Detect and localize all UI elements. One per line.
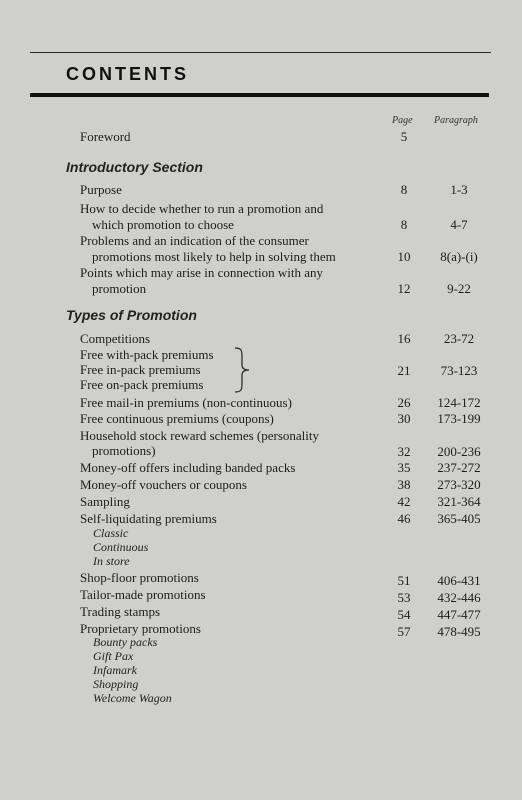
toc-entry-title: Points which may arise in connection with any xyxy=(80,265,323,280)
toc-entry-title: Tailor-made promotions xyxy=(80,587,206,602)
toc-entry-title-cont: promotions) xyxy=(92,443,156,458)
toc-entry-paragraph: 321-364 xyxy=(437,494,481,509)
toc-entry-paragraph: 173-199 xyxy=(437,411,481,426)
toc-entry-title-cont: promotion xyxy=(92,281,147,296)
toc-entry-title: How to decide whether to run a promotion and xyxy=(80,201,324,216)
toc-entry-page: 30 xyxy=(397,411,411,426)
toc-entry-page: 16 xyxy=(397,331,411,346)
toc-entry-title: Money-off offers including banded packs xyxy=(80,460,296,475)
toc-entry-title: Free mail-in premiums (non-continuous) xyxy=(80,395,292,410)
toc-entry-title: Household stock reward schemes (personality xyxy=(80,428,319,443)
toc-entry-title-cont: promotions most likely to help in solving them xyxy=(92,249,336,264)
toc-entry-title: Free continuous premiums (coupons) xyxy=(80,411,274,426)
sub-entry: Continuous xyxy=(93,540,149,554)
toc-entry-title: Free with-pack premiums xyxy=(80,347,214,362)
toc-entry-page: 10 xyxy=(397,249,411,264)
section-heading-introductory: Introductory Section xyxy=(66,159,203,175)
toc-entry-paragraph: 406-431 xyxy=(437,573,481,588)
top-rule xyxy=(30,52,491,53)
column-header-paragraph: Paragraph xyxy=(434,115,478,126)
toc-entry-title: Free on-pack premiums xyxy=(80,377,204,392)
toc-entry-paragraph: 478-495 xyxy=(437,624,481,639)
toc-entry-title: Self-liquidating premiums xyxy=(80,511,217,526)
toc-entry-paragraph: 73-123 xyxy=(440,363,478,378)
sub-entry: Classic xyxy=(93,526,129,540)
sub-entry: Shopping xyxy=(93,677,139,691)
sub-entry: In store xyxy=(93,554,130,568)
sub-entry: Welcome Wagon xyxy=(93,691,172,705)
toc-entry-title: Proprietary promotions xyxy=(80,621,201,636)
toc-entry-page: 42 xyxy=(397,494,411,509)
toc-entry-page: 8 xyxy=(400,217,408,232)
toc-entry-page: 26 xyxy=(397,395,411,410)
toc-entry-title: Competitions xyxy=(80,331,151,346)
toc-entry-page: 32 xyxy=(397,444,411,459)
toc-entry-page: 5 xyxy=(400,129,408,144)
toc-entry-paragraph: 23-72 xyxy=(443,331,475,346)
toc-entry-title: Foreword xyxy=(80,129,131,144)
toc-entry-page: 57 xyxy=(397,624,411,639)
page-title: CONTENTS xyxy=(66,64,189,84)
toc-entry-paragraph: 9-22 xyxy=(447,281,471,296)
toc-entry-paragraph: 432-446 xyxy=(437,590,481,605)
title-underline xyxy=(30,93,489,97)
toc-entry-title: Money-off vouchers or coupons xyxy=(80,477,247,492)
toc-entry-paragraph: 447-477 xyxy=(437,607,481,622)
toc-entry-page: 51 xyxy=(397,573,411,588)
toc-entry-page: 21 xyxy=(397,363,411,378)
toc-entry-paragraph: 365-405 xyxy=(437,511,481,526)
sub-entry: Bounty packs xyxy=(93,635,158,649)
toc-entry-title: Sampling xyxy=(80,494,130,509)
grouping-brace xyxy=(232,347,254,393)
toc-entry-paragraph: 4-7 xyxy=(450,217,468,232)
toc-entry-title-cont: which promotion to choose xyxy=(92,217,234,232)
toc-entry-paragraph: 237-272 xyxy=(437,460,481,475)
sub-entry: Infamark xyxy=(93,663,137,677)
toc-entry-page: 8 xyxy=(400,182,408,197)
toc-entry-title: Problems and an indication of the consumer xyxy=(80,233,309,248)
toc-entry-paragraph: 273-320 xyxy=(437,477,481,492)
toc-entry-page: 54 xyxy=(397,607,411,622)
toc-entry-paragraph: 1-3 xyxy=(450,182,468,197)
toc-entry-title: Free in-pack premiums xyxy=(80,362,201,377)
toc-entry-title: Purpose xyxy=(80,182,122,197)
toc-entry-page: 38 xyxy=(397,477,411,492)
section-heading-types: Types of Promotion xyxy=(66,307,197,323)
toc-entry-page: 12 xyxy=(397,281,411,296)
column-header-page: Page xyxy=(392,115,413,126)
toc-entry-page: 35 xyxy=(397,460,411,475)
sub-entry: Gift Pax xyxy=(93,649,134,663)
toc-entry-page: 46 xyxy=(397,511,411,526)
toc-entry-paragraph: 8(a)-(i) xyxy=(440,249,478,264)
toc-entry-page: 53 xyxy=(397,590,411,605)
toc-entry-title: Shop-floor promotions xyxy=(80,570,199,585)
toc-entry-title: Trading stamps xyxy=(80,604,161,619)
toc-entry-paragraph: 124-172 xyxy=(437,395,481,410)
toc-entry-paragraph: 200-236 xyxy=(437,444,481,459)
